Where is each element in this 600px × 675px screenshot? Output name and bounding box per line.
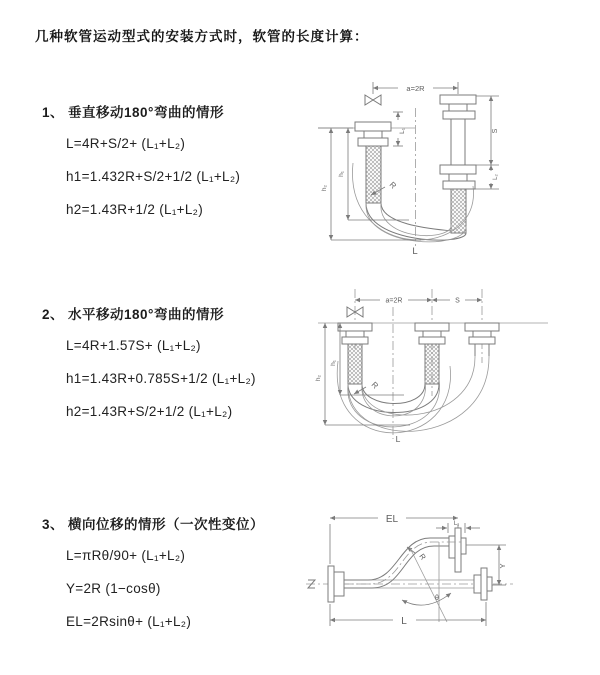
section-3-title: 横向位移的情形（一次性变位） — [68, 517, 265, 532]
dim-label-s: S — [492, 128, 499, 134]
section-2-number: 2、 — [42, 307, 65, 322]
section-lateral-displacement — [42, 513, 264, 638]
valve-icon — [365, 95, 381, 105]
left-flange-fitting — [355, 122, 391, 146]
formula-length: L=πRθ/90+ (L₁+L₂) — [66, 548, 186, 563]
section-vertical-movement — [42, 101, 240, 226]
section-1-number: 1、 — [42, 105, 65, 120]
radius-callout — [407, 547, 428, 562]
dim-label-l: L — [401, 616, 407, 627]
lower-right-flange — [474, 568, 492, 600]
formula-y: Y=2R (1−cosθ) — [66, 581, 161, 596]
dim-label-h1: h₁ — [338, 171, 345, 177]
dim-label-s: S — [455, 297, 460, 305]
formula-length: L=4R+S/2+ (L₁+L₂) — [66, 136, 186, 151]
dimension-l — [330, 602, 486, 627]
dim-label-l1: L₁ — [453, 521, 460, 527]
s-curve-hose — [344, 538, 461, 588]
section-3-formulas — [66, 539, 264, 638]
formula-h2: h2=1.43R+1/2 (L₁+L₂) — [66, 202, 204, 217]
dim-label-h2: h₂ — [315, 374, 322, 382]
dim-label-r: R — [387, 180, 399, 191]
dim-label-h2: h₂ — [321, 184, 328, 192]
formula-h1: h1=1.432R+S/2+1/2 (L₁+L₂) — [66, 169, 241, 184]
right-pipe-tube — [451, 119, 465, 165]
left-flange-fitting — [338, 323, 372, 344]
dim-label-l: L — [412, 246, 418, 257]
dimension-s — [432, 298, 482, 305]
section-3-number: 3、 — [42, 517, 65, 532]
formula-h1: h1=1.43R+0.785S+1/2 (L₁+L₂) — [66, 371, 256, 386]
section-1-title: 垂直移动180°弯曲的情形 — [68, 105, 224, 120]
dim-label-a2r: a=2R — [406, 84, 425, 93]
dim-label-r: R — [417, 551, 428, 562]
section-2-formulas — [66, 329, 256, 428]
section-3-heading — [42, 513, 264, 533]
section-1-heading — [42, 101, 240, 121]
dimension-s — [476, 96, 499, 165]
section-2-heading — [42, 303, 256, 323]
section-1-formulas — [66, 127, 240, 226]
dim-label-r: R — [369, 380, 381, 391]
dim-label-y: Y — [498, 563, 507, 569]
dim-label-h1: h₁ — [330, 360, 337, 366]
formula-h2: h2=1.43R+S/2+1/2 (L₁+L₂) — [66, 404, 233, 419]
right-flange-fitting-top — [440, 95, 476, 119]
center-braided-hose — [425, 344, 439, 384]
dim-label-el: EL — [385, 514, 399, 525]
right-flange-fitting-bottom — [440, 165, 476, 189]
left-flange — [328, 566, 344, 602]
center-flange-fitting — [415, 323, 449, 344]
diagram-vertical-u-bend — [303, 68, 565, 260]
section-horizontal-movement — [42, 303, 256, 428]
formula-length: L=4R+1.57S+ (L₁+L₂) — [66, 338, 201, 353]
section-2-title: 水平移动180°弯曲的情形 — [68, 307, 224, 322]
right-flange-fitting — [465, 323, 499, 344]
diagram-horizontal-u-bend — [308, 281, 593, 453]
hose-u-bend-position2 — [348, 356, 489, 431]
dim-label-l2: L₂ — [493, 174, 499, 180]
dim-label-l1: L₁ — [399, 128, 406, 134]
dimension-l1 — [393, 112, 406, 146]
dim-label-l: L — [395, 434, 401, 444]
dim-label-a2r: a=2R — [385, 297, 403, 305]
upper-flange — [449, 528, 466, 572]
dimension-a2r — [373, 82, 458, 94]
left-braided-hose — [366, 146, 381, 203]
diagram-lateral-displacement — [298, 498, 600, 646]
left-braided-hose — [348, 344, 362, 384]
page-title: 几种软管运动型式的安装方式时，软管的长度计算： — [35, 29, 369, 44]
dimension-a2r — [355, 298, 432, 305]
dim-label-theta: θ — [435, 595, 439, 602]
formula-el: EL=2Rsinθ+ (L₁+L₂) — [66, 614, 192, 629]
